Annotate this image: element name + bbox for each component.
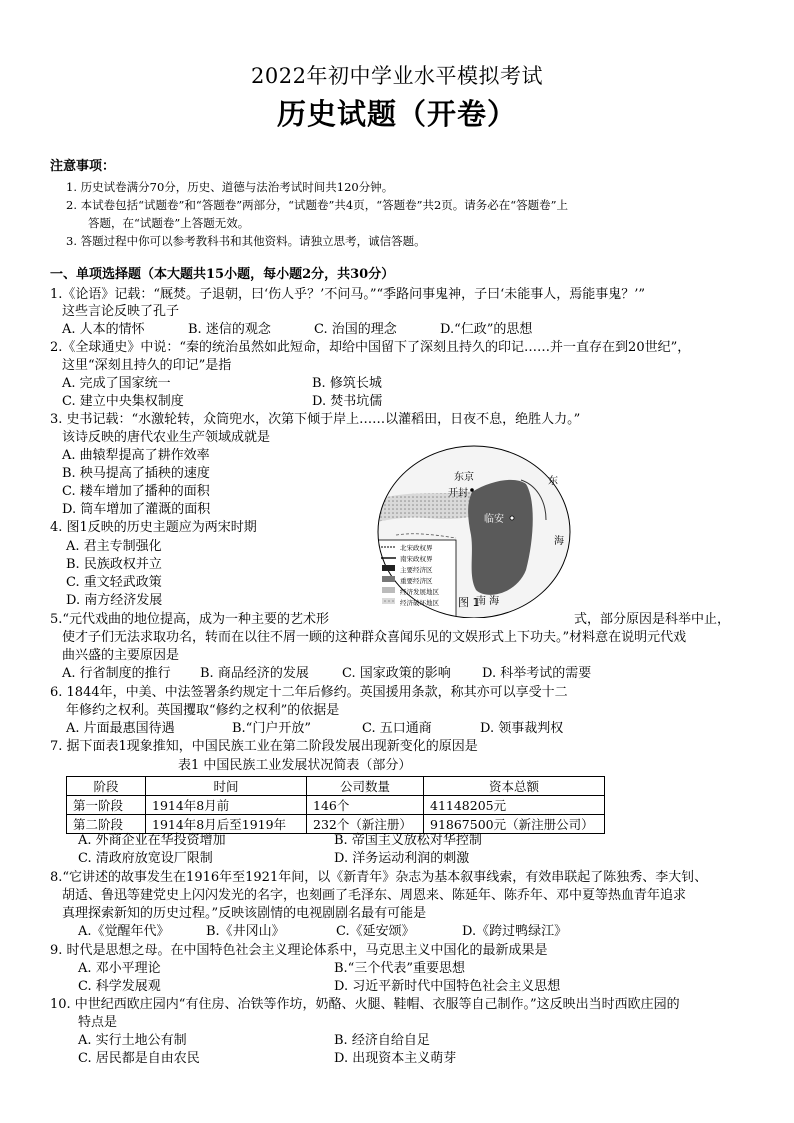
- q9-option-d[interactable]: D. 习近平新时代中国特色社会主义思想: [334, 979, 561, 994]
- q10-option-d[interactable]: D. 出现资本主义萌芽: [334, 1051, 457, 1066]
- q2-option-b[interactable]: B. 修筑长城: [312, 376, 382, 391]
- linan-marker: [510, 516, 514, 520]
- q3-stem-cont: 该诗反映的唐代农业生产领域成就是: [62, 430, 271, 445]
- q4-option-c[interactable]: C. 重文轻武政策: [66, 575, 162, 590]
- label-kaifeng: 开封: [448, 488, 468, 499]
- notice-heading: 注意事项：: [50, 159, 116, 174]
- table-cell: 146个: [307, 796, 424, 815]
- table-row: [67, 796, 605, 815]
- q6-option-b[interactable]: B.“门户开放”: [232, 721, 311, 736]
- table-header-cell: 阶段: [67, 777, 146, 796]
- q5-option-b[interactable]: B. 商品经济的发展: [200, 666, 309, 681]
- exam-title: 2022年初中学业水平模拟考试: [251, 64, 543, 88]
- q3-option-c[interactable]: C. 耧车增加了播种的面积: [62, 484, 210, 499]
- table-header-cell: 时间: [146, 777, 307, 796]
- q3-option-d[interactable]: D. 筒车增加了灌溉的面积: [62, 502, 211, 517]
- notice-item-2-cont: 答题，在“试题卷”上答题无效。: [88, 216, 250, 230]
- q5-option-c[interactable]: C. 国家政策的影响: [342, 666, 451, 681]
- table-cell: 232个（新注册）: [307, 815, 424, 834]
- q1-stem: 1.《论语》记载：“厩焚。子退朝，曰‘伤人乎？’不问马。”“季路问事鬼神，子曰‘未能事人，焉能事鬼？’”: [50, 287, 646, 302]
- notice-item-1: 1. 历史试卷满分70分，历史、道德与法治考试时间共120分钟。: [66, 180, 394, 194]
- q1-option-a[interactable]: A. 人本的情怀: [62, 322, 145, 337]
- figure-caption: 图 1: [458, 596, 480, 609]
- table-header-cell: 资本总额: [424, 777, 605, 796]
- table-caption: 表1 中国民族工业发展状况简表（部分）: [178, 758, 412, 773]
- label-linan: 临安: [484, 514, 504, 525]
- table-header-row: [67, 777, 605, 796]
- exam-subtitle: 历史试题（开卷）: [276, 97, 517, 131]
- q4-stem: 4. 图1反映的历史主题应为两宋时期: [50, 520, 257, 535]
- q7-option-c[interactable]: C. 清政府放宽设厂限制: [78, 851, 213, 866]
- table-cell: 第二阶段: [67, 815, 146, 834]
- q2-option-c[interactable]: C. 建立中央集权制度: [62, 394, 184, 409]
- q6-option-d[interactable]: D. 领事裁判权: [480, 721, 564, 736]
- q1-option-b[interactable]: B. 迷信的观念: [188, 322, 271, 337]
- q9-option-a[interactable]: A. 邓小平理论: [78, 961, 161, 976]
- label-hai: 海: [554, 536, 564, 547]
- section-heading: 一、单项选择题（本大题共15小题，每小题2分，共30分）: [50, 267, 395, 282]
- legend-item: 重要经济区: [400, 577, 433, 585]
- q8-option-b[interactable]: B.《井冈山》: [206, 924, 285, 939]
- q4-option-b[interactable]: B. 民族政权并立: [66, 557, 162, 572]
- table-cell: 41148205元: [424, 796, 605, 815]
- q1-stem-cont: 这些言论反映了孔子: [62, 304, 180, 319]
- table-cell: 1914年8月后至1919年: [146, 815, 307, 834]
- legend-item: 经济发展地区: [400, 588, 439, 596]
- q8-option-d[interactable]: D.《跨过鸭绿江》: [462, 924, 568, 939]
- q7-option-d[interactable]: D. 洋务运动利润的刺激: [334, 851, 470, 866]
- label-dong: 东: [548, 476, 558, 487]
- q4-option-a[interactable]: A. 君主专制强化: [66, 539, 162, 554]
- legend-item: 经济破坏地区: [400, 599, 439, 607]
- q10-stem: 10. 中世纪西欧庄园内“有住房、冶铁等作坊，奶酪、火腿、鞋帽、衣服等自己制作。”这反映出当时西欧庄园的: [50, 997, 680, 1012]
- q2-option-a[interactable]: A. 完成了国家统一: [62, 376, 171, 391]
- q5-stem-cont: 使才子们无法求取功名，转而在以往不屑一顾的这种群众喜闻乐见的文娱形式上下功夫。”材料意在说明元代戏: [62, 630, 687, 645]
- table-cell: 1914年8月前: [146, 796, 307, 815]
- notice-item-2: 2. 本试卷包括“试题卷”和“答题卷”两部分，“试题卷”共4页，“答题卷”共2页。请务必在“答题卷”上: [66, 198, 569, 212]
- table-cell: 91867500元（新注册公司）: [424, 815, 605, 834]
- q6-stem: 6. 1844年，中美、中法签署条约规定十二年后修约。英国援用条款，称其亦可以享受十二: [50, 685, 568, 700]
- q8-stem: 8.“它讲述的故事发生在1916年至1921年间，以《新青年》杂志为基本叙事线索，有效串联起了陈独秀、李大钊、: [50, 870, 708, 885]
- q8-option-a[interactable]: A.《觉醒年代》: [78, 924, 170, 939]
- q9-option-c[interactable]: C. 科学发展观: [78, 979, 161, 994]
- q5-stem-right: 式，部分原因是科举中止，: [574, 612, 731, 627]
- legend-item: 南宋政权界: [400, 555, 433, 563]
- q6-option-a[interactable]: A. 片面最惠国待遇: [66, 721, 175, 736]
- q4-option-d[interactable]: D. 南方经济发展: [66, 593, 163, 608]
- kaifeng-marker: [470, 488, 474, 492]
- q6-stem-cont: 年修约之权利。英国攫取“修约之权利”的依据是: [66, 703, 340, 718]
- q3-stem: 3. 史书记载：“水激轮转，众筒兜水，次第下倾于岸上……以灌稻田，日夜不息，绝胜人力。”: [50, 412, 581, 427]
- q5-stem: 5.“元代戏曲的地位提高，成为一种主要的艺术形: [50, 612, 330, 627]
- q10-option-a[interactable]: A. 实行土地公有制: [78, 1033, 187, 1048]
- legend-item: 主要经济区: [400, 566, 433, 574]
- table-header-cell: 公司数量: [307, 777, 424, 796]
- q5-stem-cont2: 曲兴盛的主要原因是: [62, 648, 180, 663]
- q1-option-d[interactable]: D.“仁政”的思想: [440, 322, 533, 337]
- q1-option-c[interactable]: C. 治国的理念: [314, 322, 397, 337]
- q2-stem-cont: 这里“深刻且持久的印记”是指: [62, 358, 232, 373]
- q9-option-b[interactable]: B.“三个代表”重要思想: [334, 961, 465, 976]
- q9-stem: 9. 时代是思想之母。在中国特色社会主义理论体系中，马克思主义中国化的最新成果是: [50, 943, 548, 958]
- q10-option-b[interactable]: B. 经济自给自足: [334, 1033, 430, 1048]
- table-row: [67, 815, 605, 834]
- legend-item: 北宋政权界: [400, 544, 433, 552]
- table-cell: 第一阶段: [67, 796, 146, 815]
- q8-option-c[interactable]: C.《延安颂》: [336, 924, 415, 939]
- q7-option-b[interactable]: B. 帝国主义放松对华控制: [334, 833, 482, 848]
- label-nanhai: 南 海: [476, 596, 500, 607]
- q8-stem-cont: 胡适、鲁迅等建党史上闪闪发光的名字，也刻画了毛泽东、周恩来、陈延年、陈乔年、邓中夏等热血青年追求: [62, 888, 687, 903]
- q2-option-d[interactable]: D. 焚书坑儒: [312, 394, 383, 409]
- label-dongjing: 东京: [454, 472, 474, 483]
- q3-option-a[interactable]: A. 曲辕犁提高了耕作效率: [62, 448, 210, 463]
- q7-stem: 7. 据下面表1现象推知，中国民族工业在第二阶段发展出现新变化的原因是: [50, 739, 478, 754]
- q3-option-b[interactable]: B. 秧马提高了插秧的速度: [62, 466, 210, 481]
- q6-option-c[interactable]: C. 五口通商: [362, 721, 432, 736]
- q10-stem-cont: 特点是: [78, 1015, 118, 1030]
- q7-option-a[interactable]: A. 外商企业在华投资增加: [78, 833, 226, 848]
- q5-option-a[interactable]: A. 行省制度的推行: [62, 666, 171, 681]
- q8-stem-cont2: 真理探索新知的历史过程。”反映该剧情的电视剧剧名最有可能是: [62, 906, 427, 921]
- notice-item-3: 3. 答题过程中你可以参考教科书和其他资料。请独立思考，诚信答题。: [66, 234, 426, 248]
- song-dynasty-map: [376, 440, 572, 618]
- industry-table: [66, 776, 605, 834]
- q5-option-d[interactable]: D. 科举考试的需要: [482, 666, 592, 681]
- q2-stem: 2.《全球通史》中说：“秦的统治虽然如此短命，却给中国留下了深刻且持久的印记……并一直存在到20世纪”，: [50, 340, 691, 355]
- q10-option-c[interactable]: C. 居民都是自由农民: [78, 1051, 200, 1066]
